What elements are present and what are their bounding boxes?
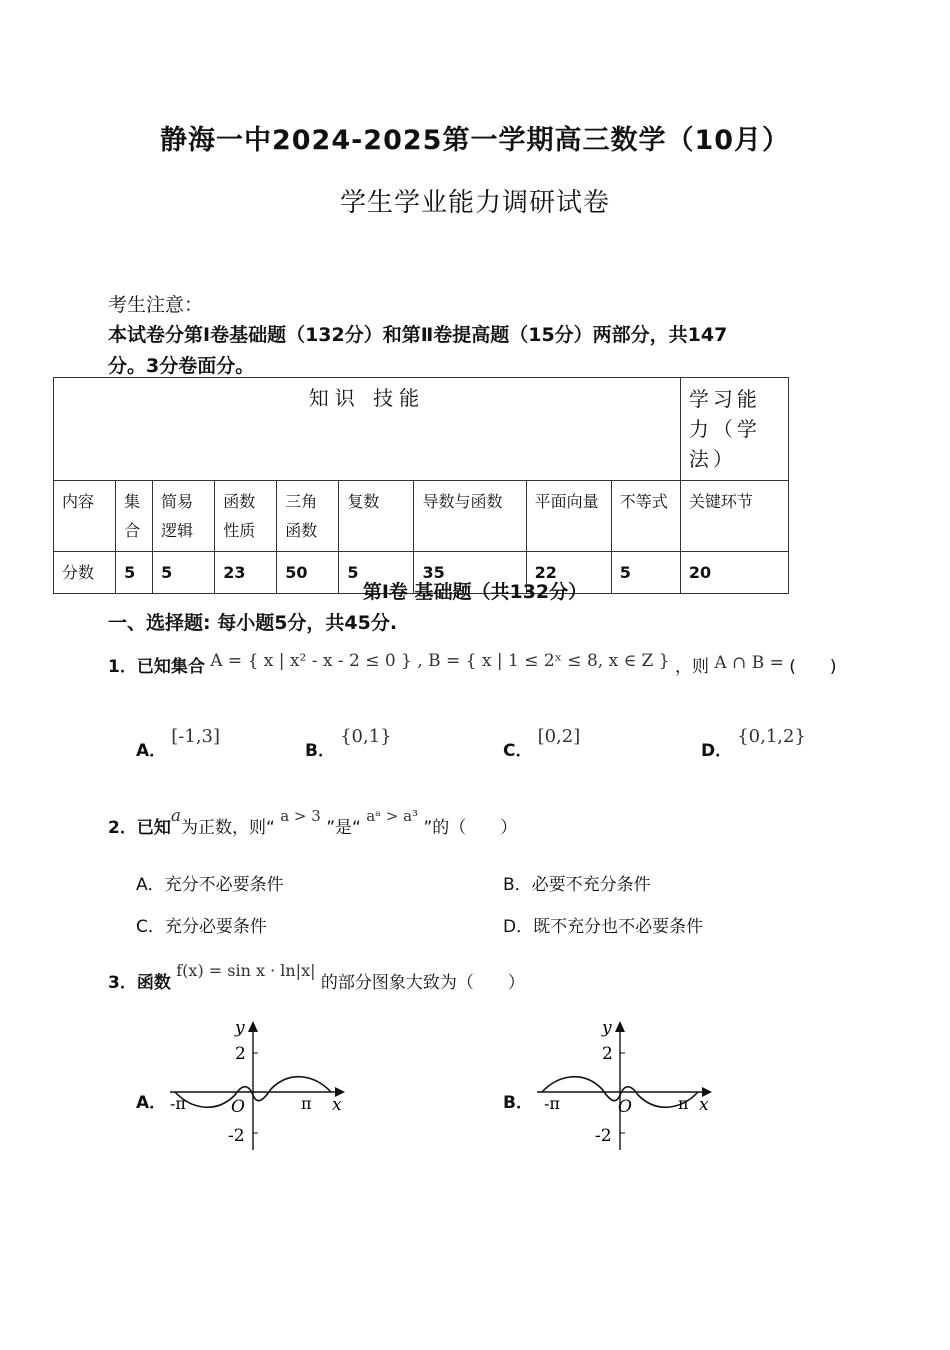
q2-text: ”的（ ）	[423, 818, 518, 838]
q1-option-b[interactable]	[305, 726, 392, 761]
y-axis-label: y	[235, 1018, 245, 1038]
option-label: A．	[136, 741, 167, 761]
table-cell: 5	[153, 552, 215, 594]
x-axis-label: x	[699, 1095, 709, 1115]
table-cell: 35	[414, 552, 526, 594]
q2-text: ”是“	[326, 818, 361, 838]
table-cell: 5	[611, 552, 680, 594]
section-title: 第Ⅰ卷 基础题（共132分）	[362, 581, 588, 603]
option-label: B．	[305, 741, 335, 761]
table-cell: 不等式	[611, 481, 680, 552]
q3-suffix: 的部分图象大致为（ ）	[320, 973, 525, 993]
table-cell: 20	[680, 552, 788, 594]
question-2	[108, 806, 518, 838]
table-cell: 23	[215, 552, 277, 594]
q1-option-c[interactable]	[503, 726, 581, 761]
option-label: B．	[503, 875, 532, 895]
option-label: D．	[701, 741, 733, 761]
q3-option-a-label[interactable]: A．	[136, 1093, 167, 1113]
q1-set-expression: A = { x | x² - x - 2 ≤ 0 } , B = { x | 1 ≤ 2ˣ ≤ 8, x ∈ Z }	[210, 651, 670, 671]
x-tick-label: π	[301, 1094, 312, 1113]
q1-paren: ( )	[789, 657, 837, 677]
notice-line-2: 分。3分卷面分。	[108, 355, 255, 377]
table-cell: 复数	[339, 481, 414, 552]
q3-prefix: 3．函数	[108, 973, 171, 993]
q2-prefix: 2．已知	[108, 818, 171, 838]
q2-option-d[interactable]	[503, 912, 703, 937]
table-cell: 5	[339, 552, 414, 594]
row-label-score: 分数	[54, 552, 116, 594]
origin-label: O	[618, 1097, 632, 1117]
q1-ask: A ∩ B =	[714, 653, 784, 673]
table-cell: 22	[526, 552, 611, 594]
q2-option-b[interactable]	[503, 870, 651, 895]
row-label-content: 内容	[54, 481, 116, 552]
score-table	[53, 377, 789, 594]
table-header-knowledge: 知识 技能	[54, 378, 681, 481]
q3-function: f(x) = sin x · ln|x|	[176, 961, 316, 980]
option-text: 充分必要条件	[164, 917, 267, 937]
table-cell: 集合	[116, 481, 153, 552]
option-label: C．	[136, 917, 165, 937]
table-cell: 关键环节	[680, 481, 788, 552]
notice-heading: 考生注意：	[108, 294, 204, 316]
option-text: 必要不充分条件	[531, 875, 651, 895]
notice-line-1: 本试卷分第Ⅰ卷基础题（132分）和第Ⅱ卷提高题（15分）两部分，共147	[108, 324, 728, 346]
option-text: 充分不必要条件	[164, 875, 284, 895]
y-tick-label: -2	[228, 1126, 245, 1146]
x-axis-label: x	[332, 1095, 342, 1115]
table-header-ability: 学习能力（学法）	[680, 378, 788, 481]
y-axis-label: y	[602, 1018, 612, 1038]
table-cell: 50	[277, 552, 339, 594]
q1-prefix: 1．已知集合	[108, 657, 205, 677]
q3-option-b-label[interactable]: B．	[503, 1093, 533, 1113]
question-1	[108, 652, 888, 677]
option-label: C．	[503, 741, 533, 761]
table-cell: 简易逻辑	[153, 481, 215, 552]
table-cell: 三角函数	[277, 481, 339, 552]
origin-label: O	[231, 1097, 245, 1117]
option-text: 既不充分也不必要条件	[533, 917, 704, 937]
exam-subtitle: 学生学业能力调研试卷	[339, 188, 610, 218]
q3-graph-a[interactable]	[165, 1015, 350, 1155]
y-tick-label: -2	[595, 1126, 612, 1146]
table-cell: 5	[116, 552, 153, 594]
q2-var: a	[170, 806, 181, 826]
option-value: {0,1,2}	[737, 726, 806, 747]
option-label: A．	[136, 875, 165, 895]
part-heading: 一、选择题: 每小题5分，共45分.	[108, 612, 398, 634]
q1-suffix: ，则	[675, 657, 709, 677]
y-tick-label: 2	[235, 1044, 246, 1064]
option-label: D．	[503, 917, 534, 937]
table-cell: 函数性质	[215, 481, 277, 552]
option-value: {0,1}	[340, 726, 392, 747]
q3-graph-b[interactable]	[532, 1015, 717, 1155]
option-value: [0,2]	[537, 726, 581, 747]
q1-option-d[interactable]	[701, 726, 806, 761]
q2-text: 为正数，则“	[180, 818, 275, 838]
table-cell: 平面向量	[526, 481, 611, 552]
question-3	[108, 961, 525, 993]
y-tick-label: 2	[602, 1044, 613, 1064]
x-tick-label: -π	[544, 1094, 560, 1113]
x-tick-label: π	[678, 1094, 689, 1113]
x-tick-label: -π	[170, 1094, 186, 1113]
exam-title: 静海一中2024-2025第一学期高三数学（10月）	[159, 125, 791, 156]
q1-option-a[interactable]	[136, 726, 221, 761]
table-cell: 导数与函数	[414, 481, 526, 552]
q2-cond-2: aᵃ > a³	[366, 807, 419, 825]
option-value: [-1,3]	[171, 726, 221, 747]
q2-option-a[interactable]	[136, 870, 284, 895]
q2-cond-1: a > 3	[280, 807, 321, 825]
q2-option-c[interactable]	[136, 912, 267, 937]
